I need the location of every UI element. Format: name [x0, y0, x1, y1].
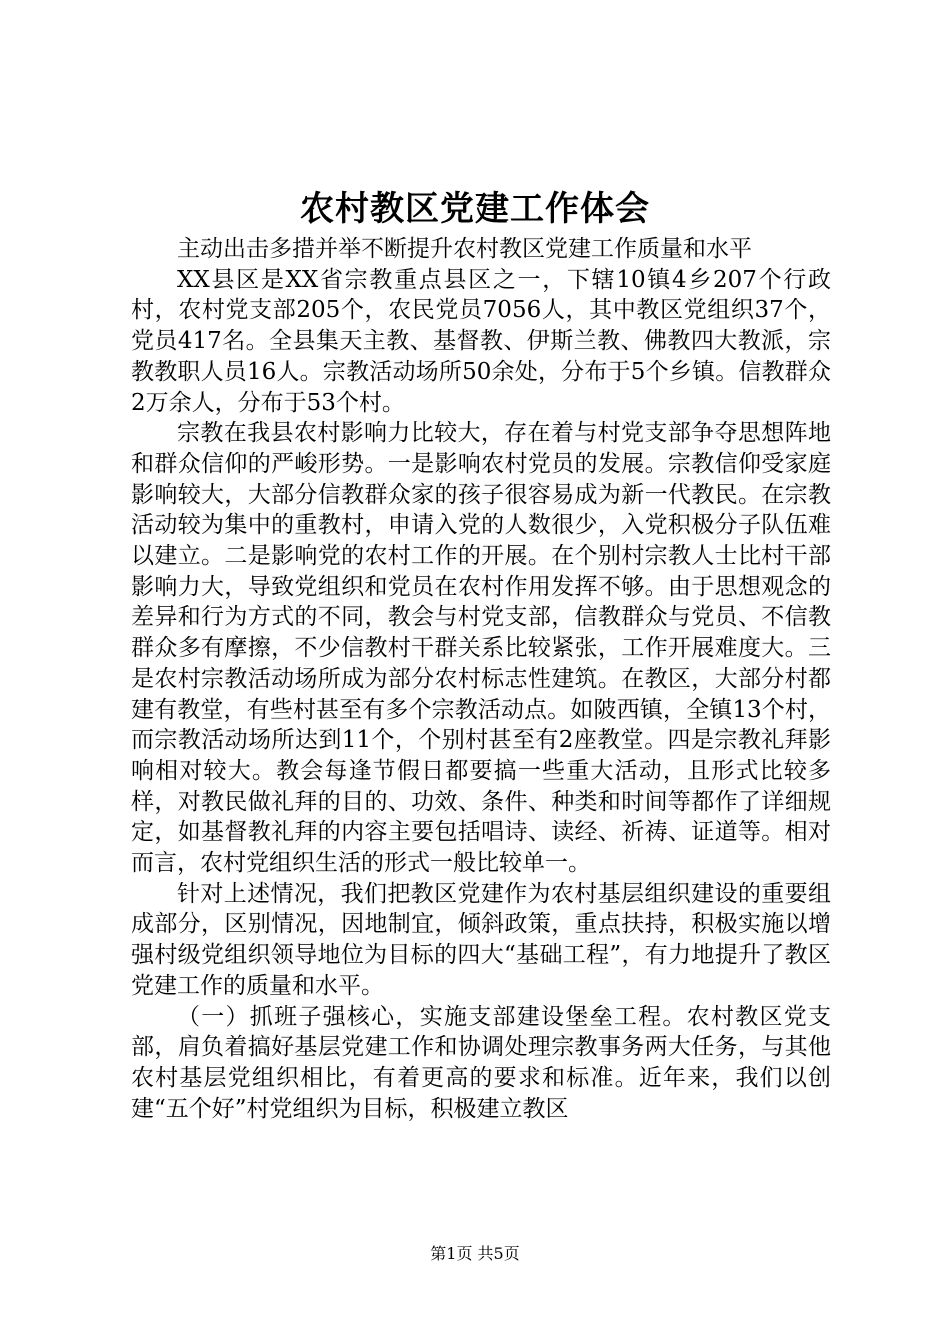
document-title: 农村教区党建工作体会: [300, 189, 650, 229]
body-paragraph: 宗教在我县农村影响力比较大，存在着与村党支部争夺思想阵地和群众信仰的严峻形势。一是影响农村党员的发展。宗教信仰受家庭影响较大，大部分信教群众家的孩子很容易成为新一代教民。在宗教活动较为集中的重教村，申请入党的人数很少，入党积极分子队伍难以建立。二是影响党的农村工作的开展。在个别村宗教人士比村干部影响力大，导致党组织和党员在农村作用发挥不够。由于思想观念的差异和行为方式的不同，教会与村党支部，信教群众与党员、不信教群众多有摩擦，不少信教村干群关系比较紧张，工作开展难度大。三是农村宗教活动场所成为部分农村标志性建筑。在教区，大部分村都建有教堂，有些村甚至有多个宗教活动点。如陂西镇，全镇13个村，而宗教活动场所达到11个，个别村甚至有2座教堂。四是宗教礼拜影响相对较大。教会每逢节假日都要搞一些重大活动，且形式比较多样，对教民做礼拜的目的、功效、条件、种类和时间等都作了详细规定，如基督教礼拜的内容主要包括唱诗、读经、祈祷、证道等。相对而言，农村党组织生活的形式一般比较单一。: [131, 420, 831, 877]
body-paragraph: 针对上述情况，我们把教区党建作为农村基层组织建设的重要组成部分，区别情况，因地制宜，倾斜政策，重点扶持，积极实施以增强村级党组织领导地位为目标的四大“基础工程”，有力地提升了教区党建工作的质量和水平。: [131, 880, 831, 999]
document-body: [131, 234, 831, 1124]
page-footer: 第1页 共5页: [430, 1244, 520, 1263]
body-paragraph: XX县区是XX省宗教重点县区之一，下辖10镇4乡207个行政村，农村党支部205个，农民党员7056人，其中教区党组织37个，党员417名。全县集天主教、基督教、伊斯兰教、佛教四大教派，宗教教职人员16人。宗教活动场所50余处，分布于5个乡镇。信教群众2万余人，分布于53个村。: [131, 266, 831, 416]
subtitle-paragraph: 主动出击多措并举不断提升农村教区党建工作质量和水平: [177, 236, 752, 262]
body-paragraph: （一）抓班子强核心，实施支部建设堡垒工程。农村教区党支部，肩负着搞好基层党建工作和协调处理宗教事务两大任务，与其他农村基层党组织相比，有着更高的要求和标准。近年来，我们以创建“五个好”村党组织为目标，积极建立教区: [131, 1003, 831, 1122]
